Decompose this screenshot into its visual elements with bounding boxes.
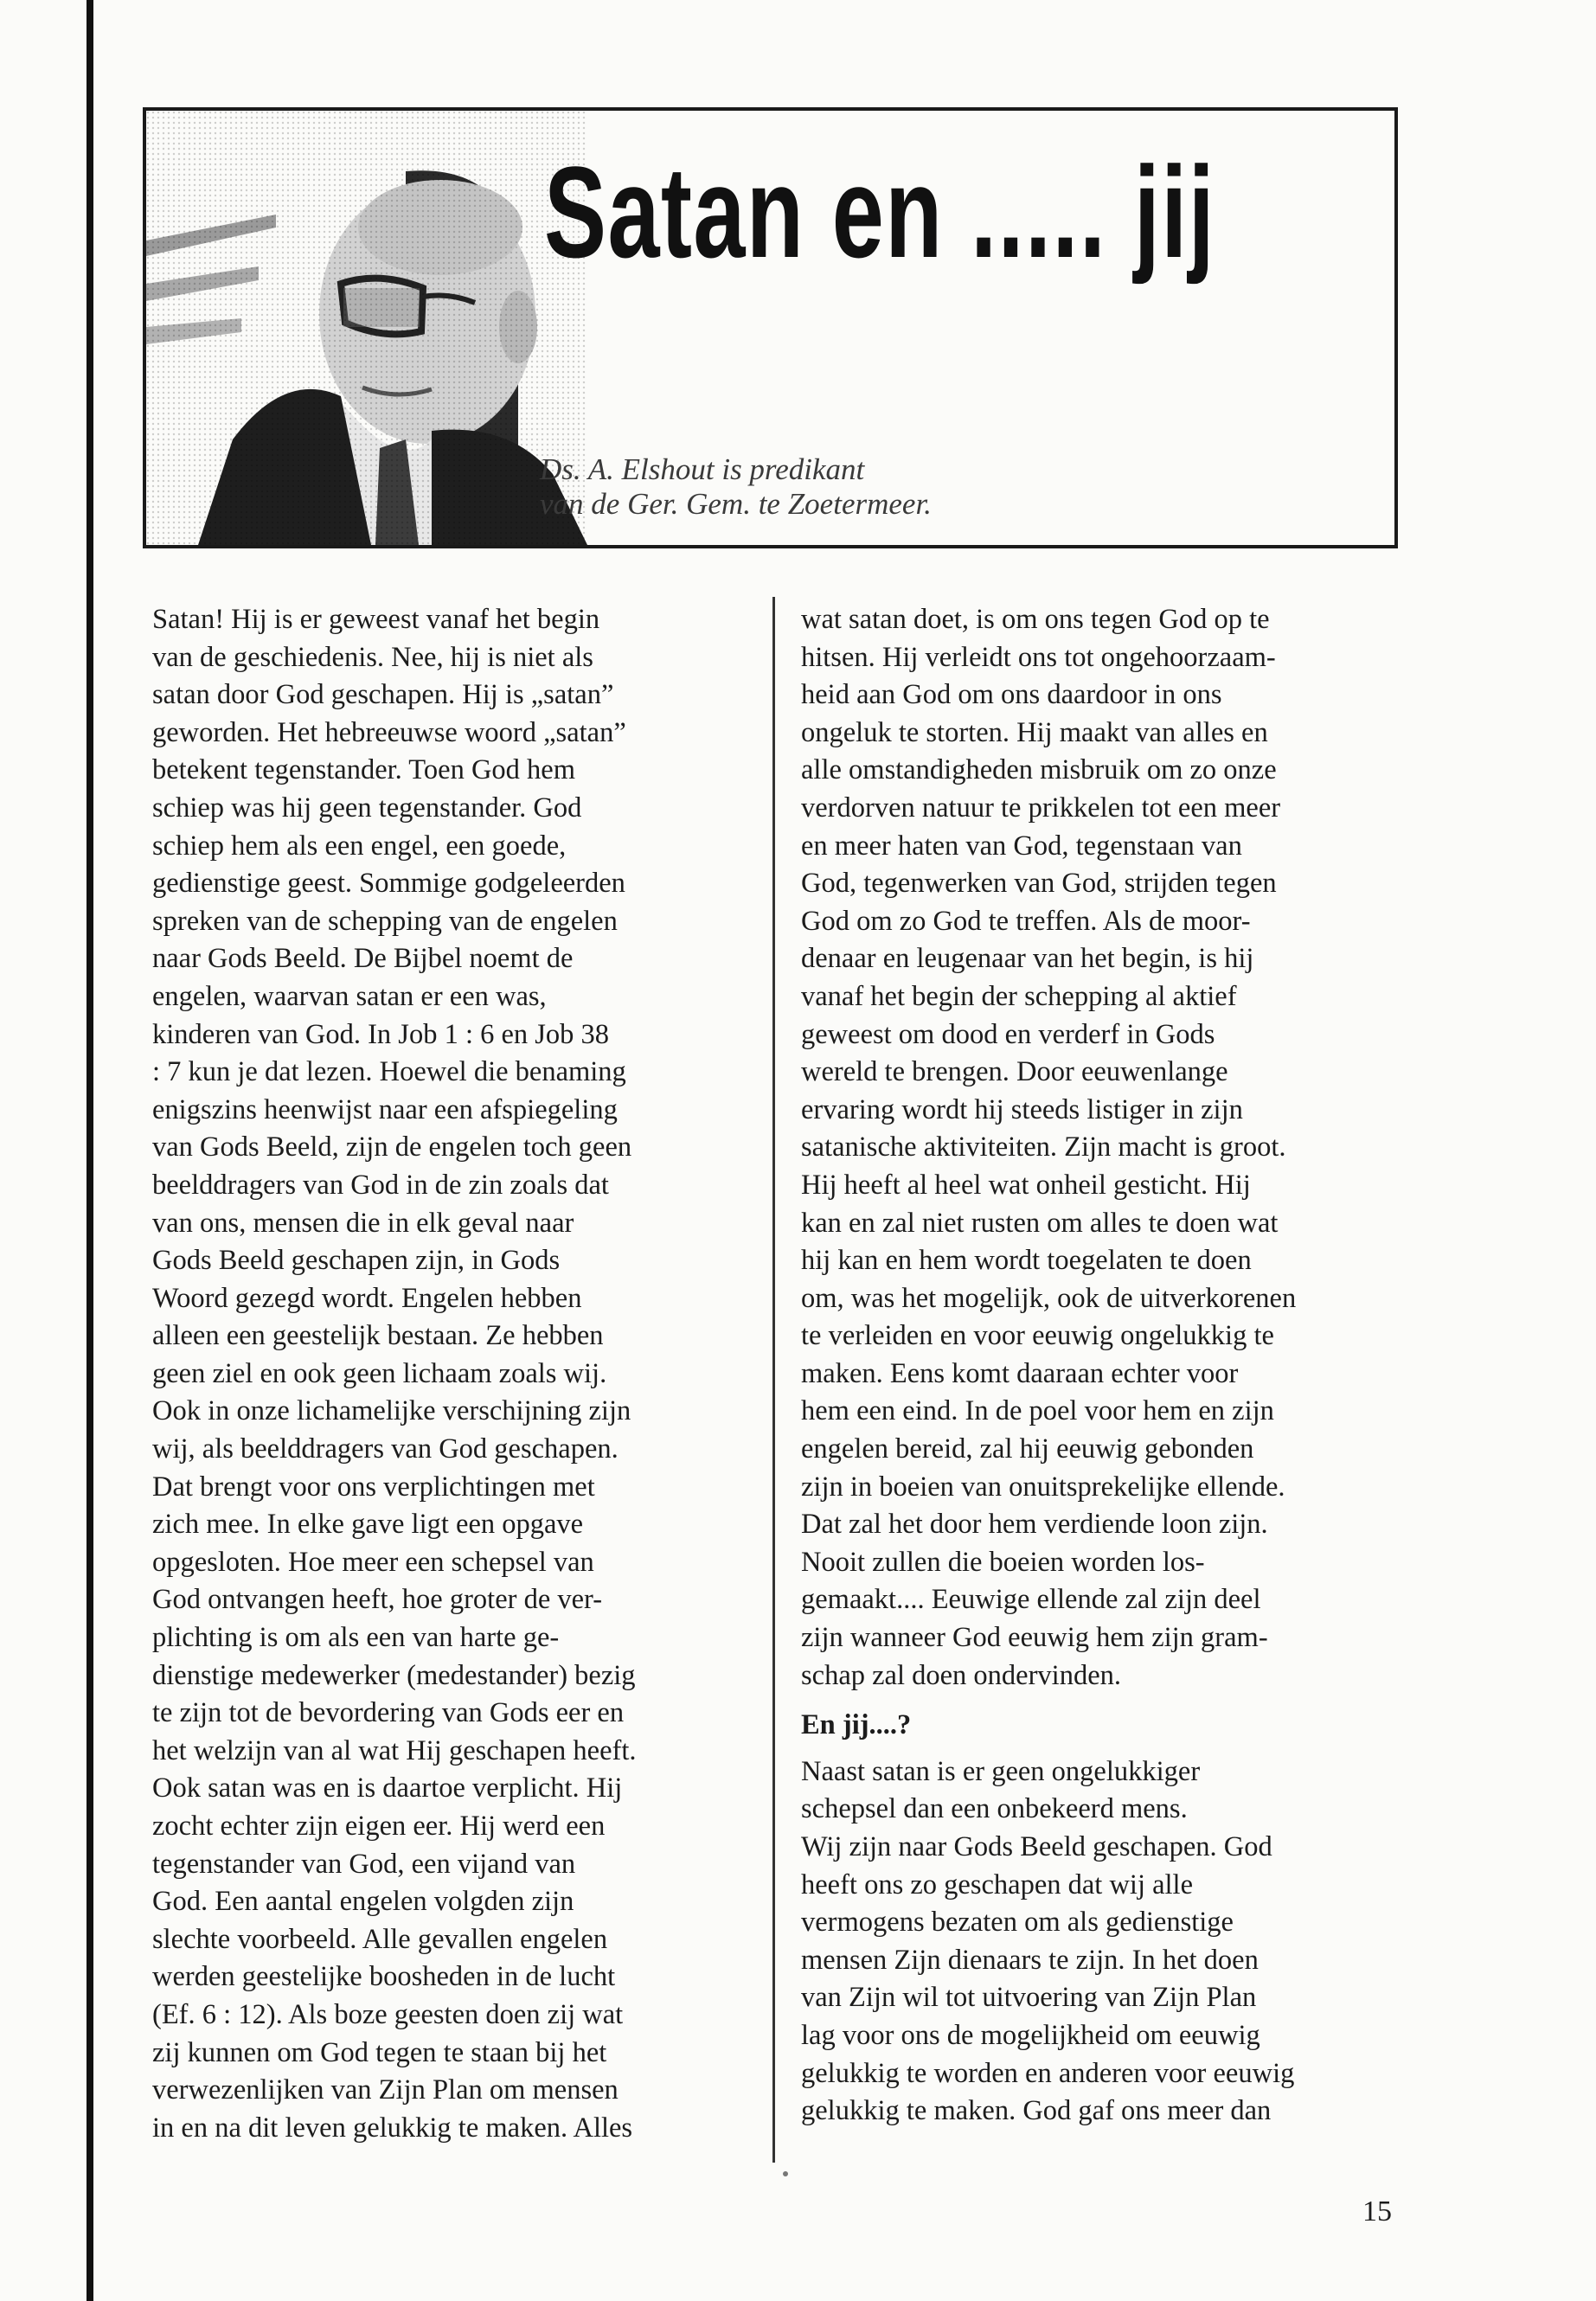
text-line: denaar en leugenaar van het begin, is hij	[801, 943, 1254, 975]
author-caption	[540, 452, 932, 522]
text-line: : 7 kun je dat lezen. Hoewel die benaming	[152, 1056, 626, 1088]
article-title: Satan en ..... jij	[544, 139, 1216, 285]
text-line: (Ef. 6 : 12). Als boze geesten doen zij wat	[152, 1998, 624, 2030]
text-line: schepsel dan een onbekeerd mens.	[801, 1793, 1188, 1825]
right-column	[801, 601, 1407, 2131]
text-line: ervaring wordt hij steeds listiger in zijn	[801, 1093, 1243, 1125]
text-line: zijn wanneer God eeuwig hem zijn gram-	[801, 1622, 1268, 1654]
text-line: Naast satan is er geen ongelukkiger	[801, 1755, 1201, 1787]
text-line: schiep was hij geen tegenstander. God	[152, 792, 582, 824]
text-line: geen ziel en ook geen lichaam zoals wij.	[152, 1357, 607, 1389]
text-line: hem een eind. In de poel voor hem en zijn	[801, 1395, 1274, 1427]
text-line: God ontvangen heeft, hoe groter de ver-	[152, 1584, 603, 1616]
text-line: schiep hem als een engel, een goede,	[152, 830, 567, 862]
caption-line-2: van de Ger. Gem. te Zoetermeer.	[540, 487, 932, 521]
text-line: werden geestelijke boosheden in de lucht	[152, 1961, 616, 1993]
text-line: vanaf het begin der schepping al aktief	[801, 980, 1237, 1012]
text-line: spreken van de schepping van de engelen	[152, 905, 618, 937]
text-line: hitsen. Hij verleidt ons tot ongehoorzaam-	[801, 641, 1276, 673]
text-line: zich mee. In elke gave ligt een opgave	[152, 1509, 584, 1541]
text-line: naar Gods Beeld. De Bijbel noemt de	[152, 943, 574, 975]
text-line: schap zal doen ondervinden.	[801, 1659, 1122, 1691]
text-line: God, tegenwerken van God, strijden tegen	[801, 868, 1277, 900]
author-portrait	[146, 111, 587, 545]
binding-line	[87, 0, 93, 2301]
text-line: Gods Beeld geschapen zijn, in Gods	[152, 1245, 561, 1277]
text-line: gemaakt.... Eeuwige ellende zal zijn deel	[801, 1584, 1261, 1616]
text-line: alleen een geestelijk bestaan. Ze hebben	[152, 1320, 604, 1352]
article-header	[143, 107, 1398, 548]
text-line: dienstige medewerker (medestander) bezig	[152, 1659, 636, 1691]
text-line: ongeluk te storten. Hij maakt van alles en	[801, 716, 1268, 748]
text-line: satan door God geschapen. Hij is „satan”	[152, 679, 614, 711]
binding-edge	[0, 0, 91, 2301]
text-line: betekent tegenstander. Toen God hem	[152, 754, 575, 786]
text-line: zijn in boeien van onuitsprekelijke ellende.	[801, 1471, 1285, 1503]
text-line: het welzijn van al wat Hij geschapen heeft.	[152, 1734, 637, 1766]
text-line: alle omstandigheden misbruik om zo onze	[801, 754, 1277, 786]
text-line: heid aan God om ons daardoor in ons	[801, 679, 1222, 711]
text-line: gelukkig te maken. God gaf ons meer dan	[801, 2095, 1272, 2127]
text-line: Dat zal het door hem verdiende loon zijn.	[801, 1509, 1268, 1541]
text-line: verdorven natuur te prikkelen tot een meer	[801, 792, 1281, 824]
left-column	[152, 601, 758, 2147]
text-line: plichting is om als een van harte ge-	[152, 1622, 560, 1654]
bottom-mark	[783, 2171, 788, 2176]
column-divider	[772, 597, 775, 2163]
text-line: wereld te brengen. Door eeuwenlange	[801, 1056, 1228, 1088]
text-line: vermogens bezaten om als gedienstige	[801, 1907, 1234, 1939]
text-line: opgesloten. Hoe meer een schepsel van	[152, 1546, 594, 1578]
text-line: van Zijn wil tot uitvoering van Zijn Plan	[801, 1982, 1257, 2014]
text-line: te verleiden en voor eeuwig ongelukkig te	[801, 1320, 1274, 1352]
text-line: God om zo God te treffen. Als de moor-	[801, 905, 1251, 937]
section-subheading: En jij....?	[801, 1709, 912, 1741]
text-line: zocht echter zijn eigen eer. Hij werd een	[152, 1811, 606, 1842]
text-line: van ons, mensen die in elk geval naar	[152, 1207, 574, 1239]
text-line: Ook satan was en is daartoe verplicht. Hij	[152, 1772, 623, 1804]
text-line: Wij zijn naar Gods Beeld geschapen. God	[801, 1831, 1272, 1862]
text-line: Nooit zullen die boeien worden los-	[801, 1546, 1205, 1578]
text-line: satanische aktiviteiten. Zijn macht is groot.	[801, 1131, 1286, 1163]
text-line: van de geschiedenis. Nee, hij is niet als	[152, 641, 593, 673]
text-line: geweest om dood en verderf in Gods	[801, 1018, 1215, 1050]
text-line: verwezenlijken van Zijn Plan om mensen	[152, 2074, 619, 2106]
text-line: enigszins heenwijst naar een afspiegeling	[152, 1093, 618, 1125]
text-line: gedienstige geest. Sommige godgeleerden	[152, 868, 625, 900]
text-line: kan en zal niet rusten om alles te doen wat	[801, 1207, 1279, 1239]
caption-line-1: Ds. A. Elshout is predikant	[540, 452, 865, 486]
text-line: om, was het mogelijk, ook de uitverkorenen	[801, 1282, 1297, 1314]
text-line: kinderen van God. In Job 1 : 6 en Job 38	[152, 1018, 610, 1050]
text-line: Satan! Hij is er geweest vanaf het begin	[152, 604, 600, 635]
text-line: engelen bereid, zal hij eeuwig gebonden	[801, 1433, 1254, 1465]
text-line: wat satan doet, is om ons tegen God op te	[801, 604, 1270, 635]
text-line: mensen Zijn dienaars te zijn. In het doen	[801, 1944, 1259, 1976]
text-line: Ook in onze lichamelijke verschijning zijn	[152, 1395, 631, 1427]
text-line: Dat brengt voor ons verplichtingen met	[152, 1471, 595, 1503]
page-number: 15	[1362, 2195, 1392, 2227]
text-line: engelen, waarvan satan er een was,	[152, 980, 547, 1012]
text-line: lag voor ons de mogelijkheid om eeuwig	[801, 2019, 1260, 2051]
text-line: tegenstander van God, een vijand van	[152, 1848, 576, 1880]
text-line: wij, als beelddragers van God geschapen.	[152, 1433, 619, 1465]
text-line: slechte voorbeeld. Alle gevallen engelen	[152, 1923, 608, 1955]
text-line: te zijn tot de bevordering van Gods eer en	[152, 1697, 625, 1729]
text-line: Woord gezegd wordt. Engelen hebben	[152, 1282, 582, 1314]
text-line: God. Een aantal engelen volgden zijn	[152, 1886, 574, 1918]
text-line: zij kunnen om God tegen te staan bij het	[152, 2036, 607, 2068]
text-line: maken. Eens komt daaraan echter voor	[801, 1357, 1239, 1389]
text-line: hij kan en hem wordt toegelaten te doen	[801, 1245, 1252, 1277]
text-line: in en na dit leven gelukkig te maken. Alles	[152, 2112, 633, 2144]
text-line: geworden. Het hebreeuwse woord „satan”	[152, 716, 626, 748]
text-line: gelukkig te worden en anderen voor eeuwig	[801, 2057, 1295, 2089]
text-line: en meer haten van God, tegenstaan van	[801, 830, 1242, 862]
text-line: Hij heeft al heel wat onheil gesticht. Hij	[801, 1169, 1251, 1201]
text-line: van Gods Beeld, zijn de engelen toch geen	[152, 1131, 632, 1163]
text-line: heeft ons zo geschapen dat wij alle	[801, 1868, 1194, 1900]
text-line: beelddragers van God in de zin zoals dat	[152, 1169, 609, 1201]
